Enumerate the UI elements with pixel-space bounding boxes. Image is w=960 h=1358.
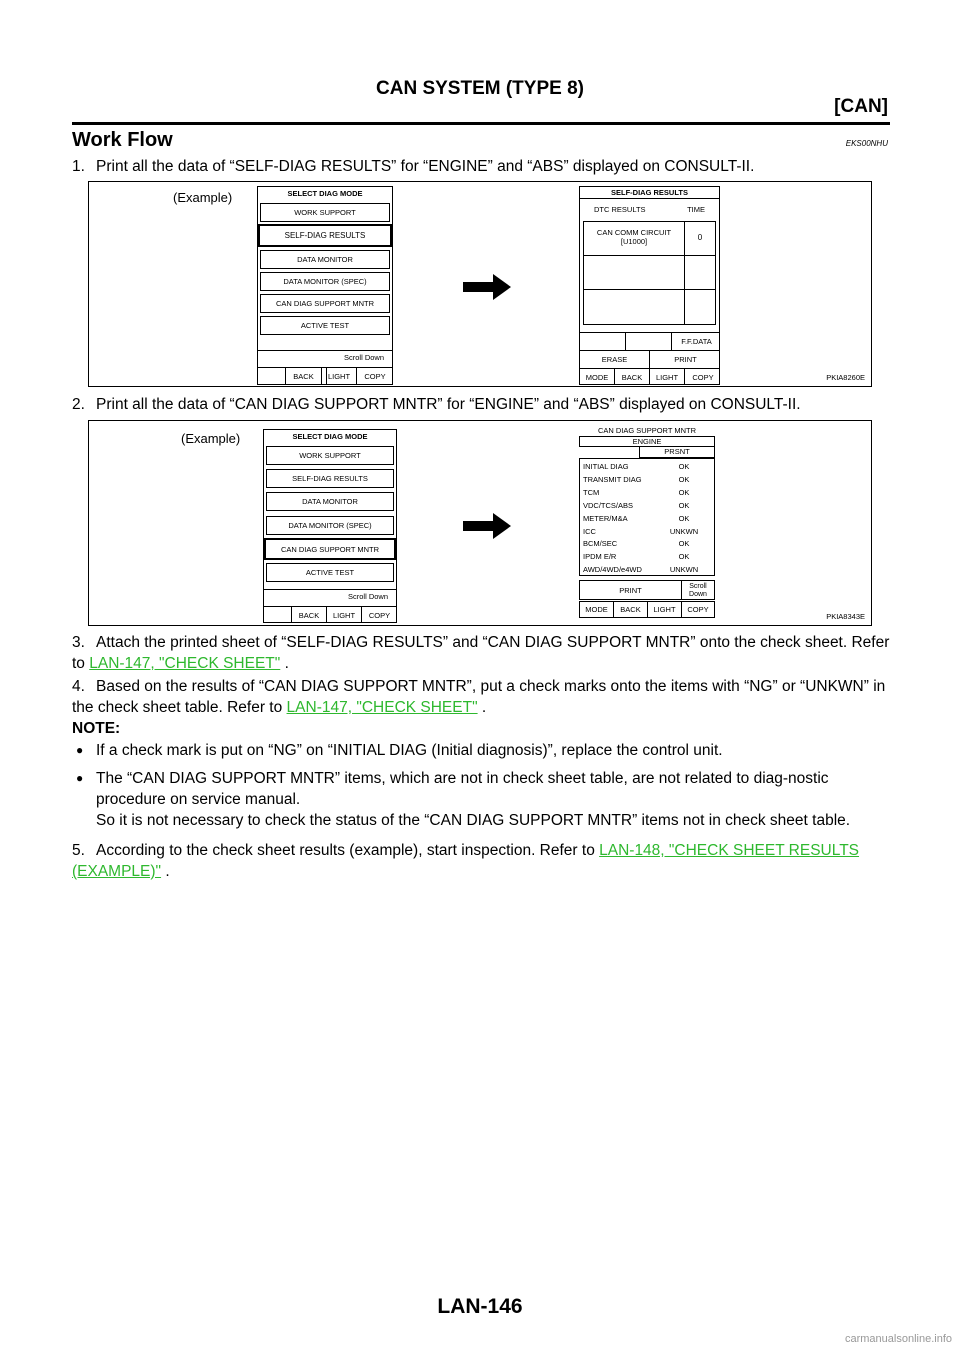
menu-item-data-monitor-spec[interactable]: DATA MONITOR (SPEC) [260,272,390,291]
support-row [583,486,711,499]
support-value: OK [678,487,690,497]
can-diag-support-screen [579,426,715,621]
prsnt-header: PRSNT [639,447,715,458]
arrow-right-icon [463,274,511,300]
print-row [579,580,715,600]
menu-item-self-diag-results[interactable]: SELF-DIAG RESULTS [258,224,392,247]
dtc-time-value: 0 [685,222,715,256]
support-item: INITIAL DIAG [583,462,629,471]
section-code: EKS00NHU [845,139,888,148]
light-button[interactable]: LIGHT [327,607,362,623]
select-diag-mode-screen [263,429,397,623]
support-item: AWD/4WD/e4WD [583,565,642,575]
print-button[interactable]: PRINT [674,355,697,364]
bullet-text: The “CAN DIAG SUPPORT MNTR” items, which are not in check sheet table, are not related to diag-nostic procedure on service manual. [96,770,829,808]
erase-button[interactable]: ERASE [580,351,650,368]
menu-item-work-support[interactable]: WORK SUPPORT [266,446,394,465]
dtc-name: CAN COMM CIRCUIT [596,228,672,237]
copy-button[interactable]: COPY [692,372,714,382]
dtc-code: [U1000] [620,237,648,246]
support-item: TCM [583,487,600,497]
menu-item-active-test[interactable]: ACTIVE TEST [260,316,390,335]
page-header [0,0,960,130]
back-button[interactable]: BACK [615,369,650,385]
menu-item-self-diag-results[interactable]: SELF-DIAG RESULTS [266,469,394,488]
support-row [583,499,711,512]
menu-item-active-test[interactable]: ACTIVE TEST [266,563,394,582]
watermark: carmanualsonline.info [844,1333,952,1345]
support-item: TRANSMIT DIAG [583,474,642,484]
select-diag-mode-screen [257,186,393,385]
step-text-end: . [161,863,170,880]
note-label: NOTE: [72,720,121,737]
check-sheet-results-link[interactable]: LAN-148, "CHECK SHEET RESULTS (EXAMPLE)" [72,842,860,880]
step-4 [72,676,890,718]
self-diag-results-screen [579,186,720,385]
step-number: 1. [72,158,85,175]
figure-can-diag [88,420,872,626]
copy-button[interactable]: COPY [364,372,386,381]
note-bullet-2 [72,768,890,831]
menu-item-work-support[interactable]: WORK SUPPORT [260,203,390,222]
light-button[interactable]: LIGHT [650,369,685,385]
step-text-end: . [477,699,487,716]
bullet-text-continued: So it is not necessary to check the status of the “CAN DIAG SUPPORT MNTR” items not in check sheet table. [96,812,851,829]
scroll-down-label[interactable]: Scroll Down [347,592,388,601]
support-item: BCM/SEC [583,539,618,549]
step-number: 4. [72,678,85,695]
step-text: Print all the data of “SELF-DIAG RESULTS” for “ENGINE” and “ABS” displayed on CONSULT-II. [96,158,755,175]
support-item: IPDM E/R [583,552,617,562]
screen-button-bar [258,367,392,385]
support-value: OK [678,462,690,471]
ffdata-button[interactable]: F.F.DATA [681,337,712,346]
col-dtc-results: DTC RESULTS [594,205,646,214]
support-value: OK [678,513,690,523]
back-button[interactable]: BACK [285,368,322,385]
ffdata-row [580,332,719,350]
back-button[interactable]: BACK [614,602,648,617]
mode-button[interactable]: MODE [580,369,615,385]
step-number: 3. [72,634,85,651]
menu-item-can-diag-support-mntr[interactable]: CAN DIAG SUPPORT MNTR [264,538,396,560]
check-sheet-link[interactable]: LAN-147, "CHECK SHEET" [89,655,281,672]
light-button[interactable]: LIGHT [322,368,357,385]
support-row [583,563,711,576]
support-value: OK [678,552,690,562]
menu-item-data-monitor[interactable]: DATA MONITOR [260,250,390,269]
mode-button[interactable]: MODE [580,602,614,617]
doc-title: CAN SYSTEM (TYPE 8) [376,78,584,99]
bullet-icon: ● [76,771,84,785]
step-text: Print all the data of “CAN DIAG SUPPORT MNTR” for “ENGINE” and “ABS” displayed on CONSULT-II. [96,396,801,413]
bullet-text: If a check mark is put on “NG” on “INITIAL DIAG (Initial diagnosis)”, replace the control unit. [96,742,723,759]
support-value: OK [678,500,690,510]
dtc-name-cell [584,222,685,256]
scroll-down-button[interactable] [682,581,714,599]
screen-title: SELECT DIAG MODE [292,432,368,441]
screen-button-bar [580,368,719,385]
menu-item-can-diag-support-mntr[interactable]: CAN DIAG SUPPORT MNTR [260,294,390,313]
support-value: OK [678,474,690,484]
bullet-icon: ● [76,743,84,757]
screen-title: SELECT DIAG MODE [287,189,363,198]
step-1 [72,156,890,177]
figure-code: PKIA8260E [826,373,865,382]
dtc-table [583,221,716,325]
scroll-label-a: Scroll [689,583,707,590]
note-bullet-1 [72,740,890,761]
system-name: ENGINE [579,436,715,447]
step-number: 5. [72,842,85,859]
header-rule [72,122,890,125]
support-item: METER/M&A [583,513,628,523]
copy-button[interactable]: COPY [687,605,709,614]
step-number: 2. [72,396,85,413]
menu-item-data-monitor-spec[interactable]: DATA MONITOR (SPEC) [266,516,394,535]
copy-button[interactable]: COPY [368,610,391,620]
support-item: VDC/TCS/ABS [583,500,634,510]
support-value: OK [678,539,690,549]
support-item: ICC [583,526,596,536]
support-row [583,537,711,550]
back-button[interactable]: BACK [291,607,327,623]
support-row [583,512,711,525]
step-text: Based on the results of “CAN DIAG SUPPORT MNTR”, put a check marks onto the items with “NG” or “UNKWN” in the check sheet table. Refer to [72,678,886,716]
light-button[interactable]: LIGHT [648,602,682,617]
screen-title: CAN DIAG SUPPORT MNTR [597,426,697,435]
step-2 [72,394,890,415]
example-label: (Example) [181,431,241,446]
section-title: Work Flow [72,129,173,151]
screen-button-bar [264,606,396,623]
support-value: UNKWN [669,565,699,575]
col-time: TIME [687,205,705,214]
support-row [583,473,711,486]
arrow-right-icon [463,513,511,539]
figure-self-diag [88,181,872,387]
support-table [579,458,715,576]
scroll-down-label[interactable]: Scroll Down [343,353,384,362]
menu-item-data-monitor[interactable]: DATA MONITOR [266,492,394,511]
step-5 [72,840,890,882]
screen-title: SELF-DIAG RESULTS [580,187,719,199]
erase-print-row [580,350,719,368]
section-tag: [CAN] [834,96,888,117]
scroll-label-b: Down [689,591,707,598]
page-number: LAN-146 [437,1295,523,1318]
print-button[interactable]: PRINT [580,581,682,599]
support-value: UNKWN [669,526,699,536]
check-sheet-link[interactable]: LAN-147, "CHECK SHEET" [286,699,478,716]
step-text: According to the check sheet results (example), start inspection. Refer to [96,842,600,859]
step-text-end: . [280,655,289,672]
support-row [583,460,711,473]
support-row [583,525,711,538]
step-3 [72,632,890,674]
example-label: (Example) [173,190,233,205]
figure-code: PKIA8343E [826,612,865,621]
step-text: Attach the printed sheet of “SELF-DIAG RESULTS” and “CAN DIAG SUPPORT MNTR” onto the check sheet. Refer to [72,634,890,672]
support-row [583,550,711,563]
screen-button-bar [579,601,715,618]
